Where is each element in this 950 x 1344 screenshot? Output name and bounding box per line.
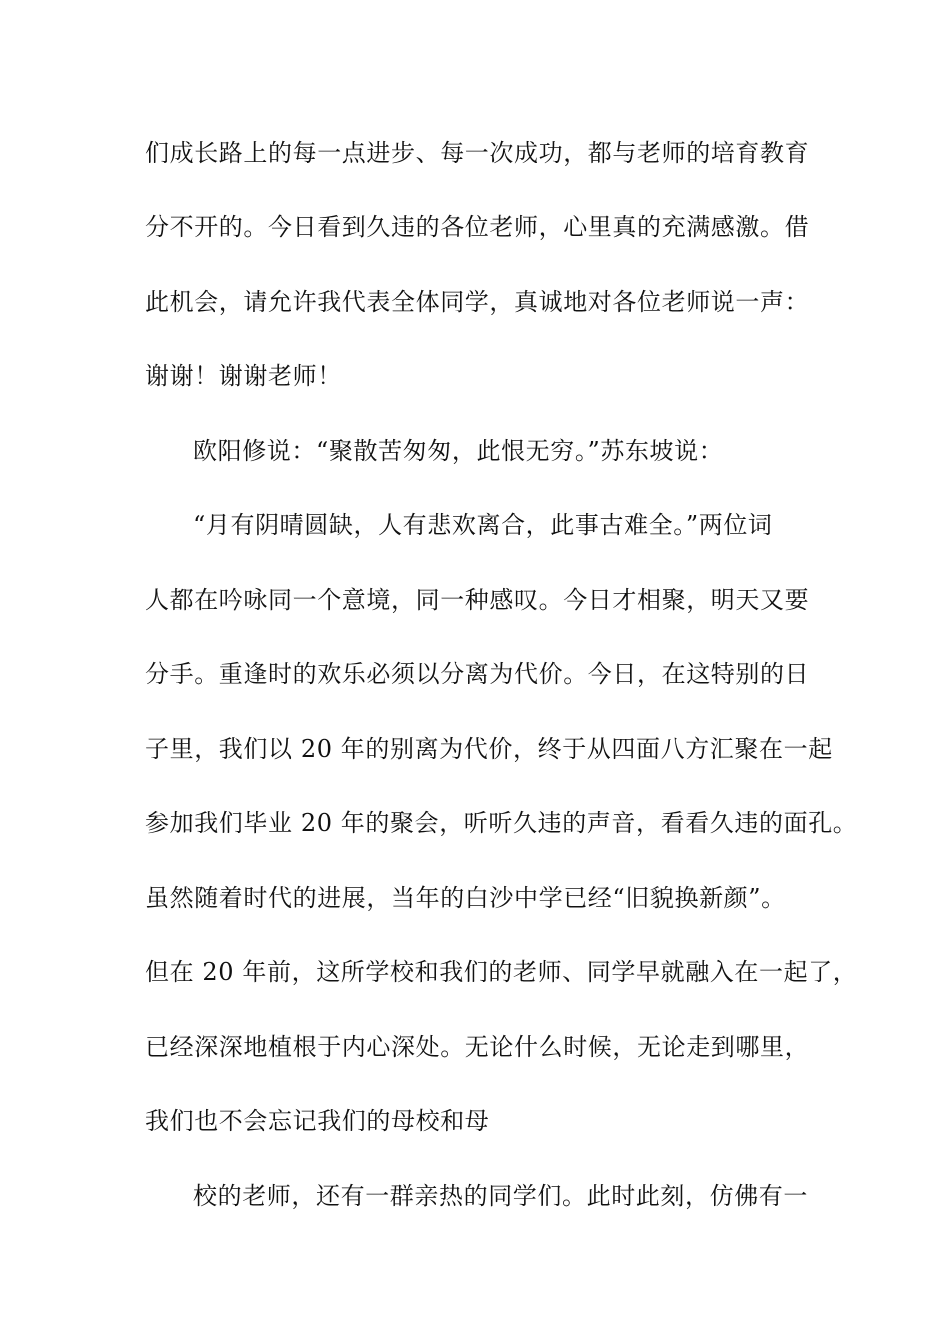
text-line: 人都在吟咏同一个意境，同一种感叹。今日才相聚，明天又要 bbox=[145, 586, 810, 614]
text-line: 谢谢！谢谢老师！ bbox=[145, 362, 342, 390]
text-line: “月有阴晴圆缺，人有悲欢离合，此事古难全。”两位词 bbox=[193, 511, 773, 539]
text-line: 分手。重逢时的欢乐必须以分离为代价。今日，在这特别的日 bbox=[145, 660, 810, 688]
text-line: 参加我们毕业 20 年的聚会，听听久违的声音，看看久违的面孔。 bbox=[145, 809, 858, 837]
text-line: 子里，我们以 20 年的别离为代价，终于从四面八方汇聚在一起 bbox=[145, 735, 833, 763]
text-line: 分不开的。今日看到久违的各位老师，心里真的充满感激。借 bbox=[145, 213, 810, 241]
text-line: 我们也不会忘记我们的母校和母 bbox=[145, 1107, 490, 1135]
text-line: 已经深深地植根于内心深处。无论什么时候，无论走到哪里， bbox=[145, 1033, 810, 1061]
text-line: 虽然随着时代的进展，当年的白沙中学已经“旧貌换新颜”。 bbox=[145, 884, 786, 912]
text-line: 们成长路上的每一点进步、每一次成功，都与老师的培育教育 bbox=[145, 139, 810, 167]
text-line: 此机会，请允许我代表全体同学，真诚地对各位老师说一声： bbox=[145, 288, 810, 316]
text-line: 欧阳修说：“聚散苦匆匆，此恨无穷。”苏东坡说： bbox=[193, 437, 724, 465]
text-line: 校的老师，还有一群亲热的同学们。此时此刻，仿佛有一 bbox=[193, 1182, 808, 1210]
text-line: 但在 20 年前，这所学校和我们的老师、同学早就融入在一起了， bbox=[145, 958, 858, 986]
